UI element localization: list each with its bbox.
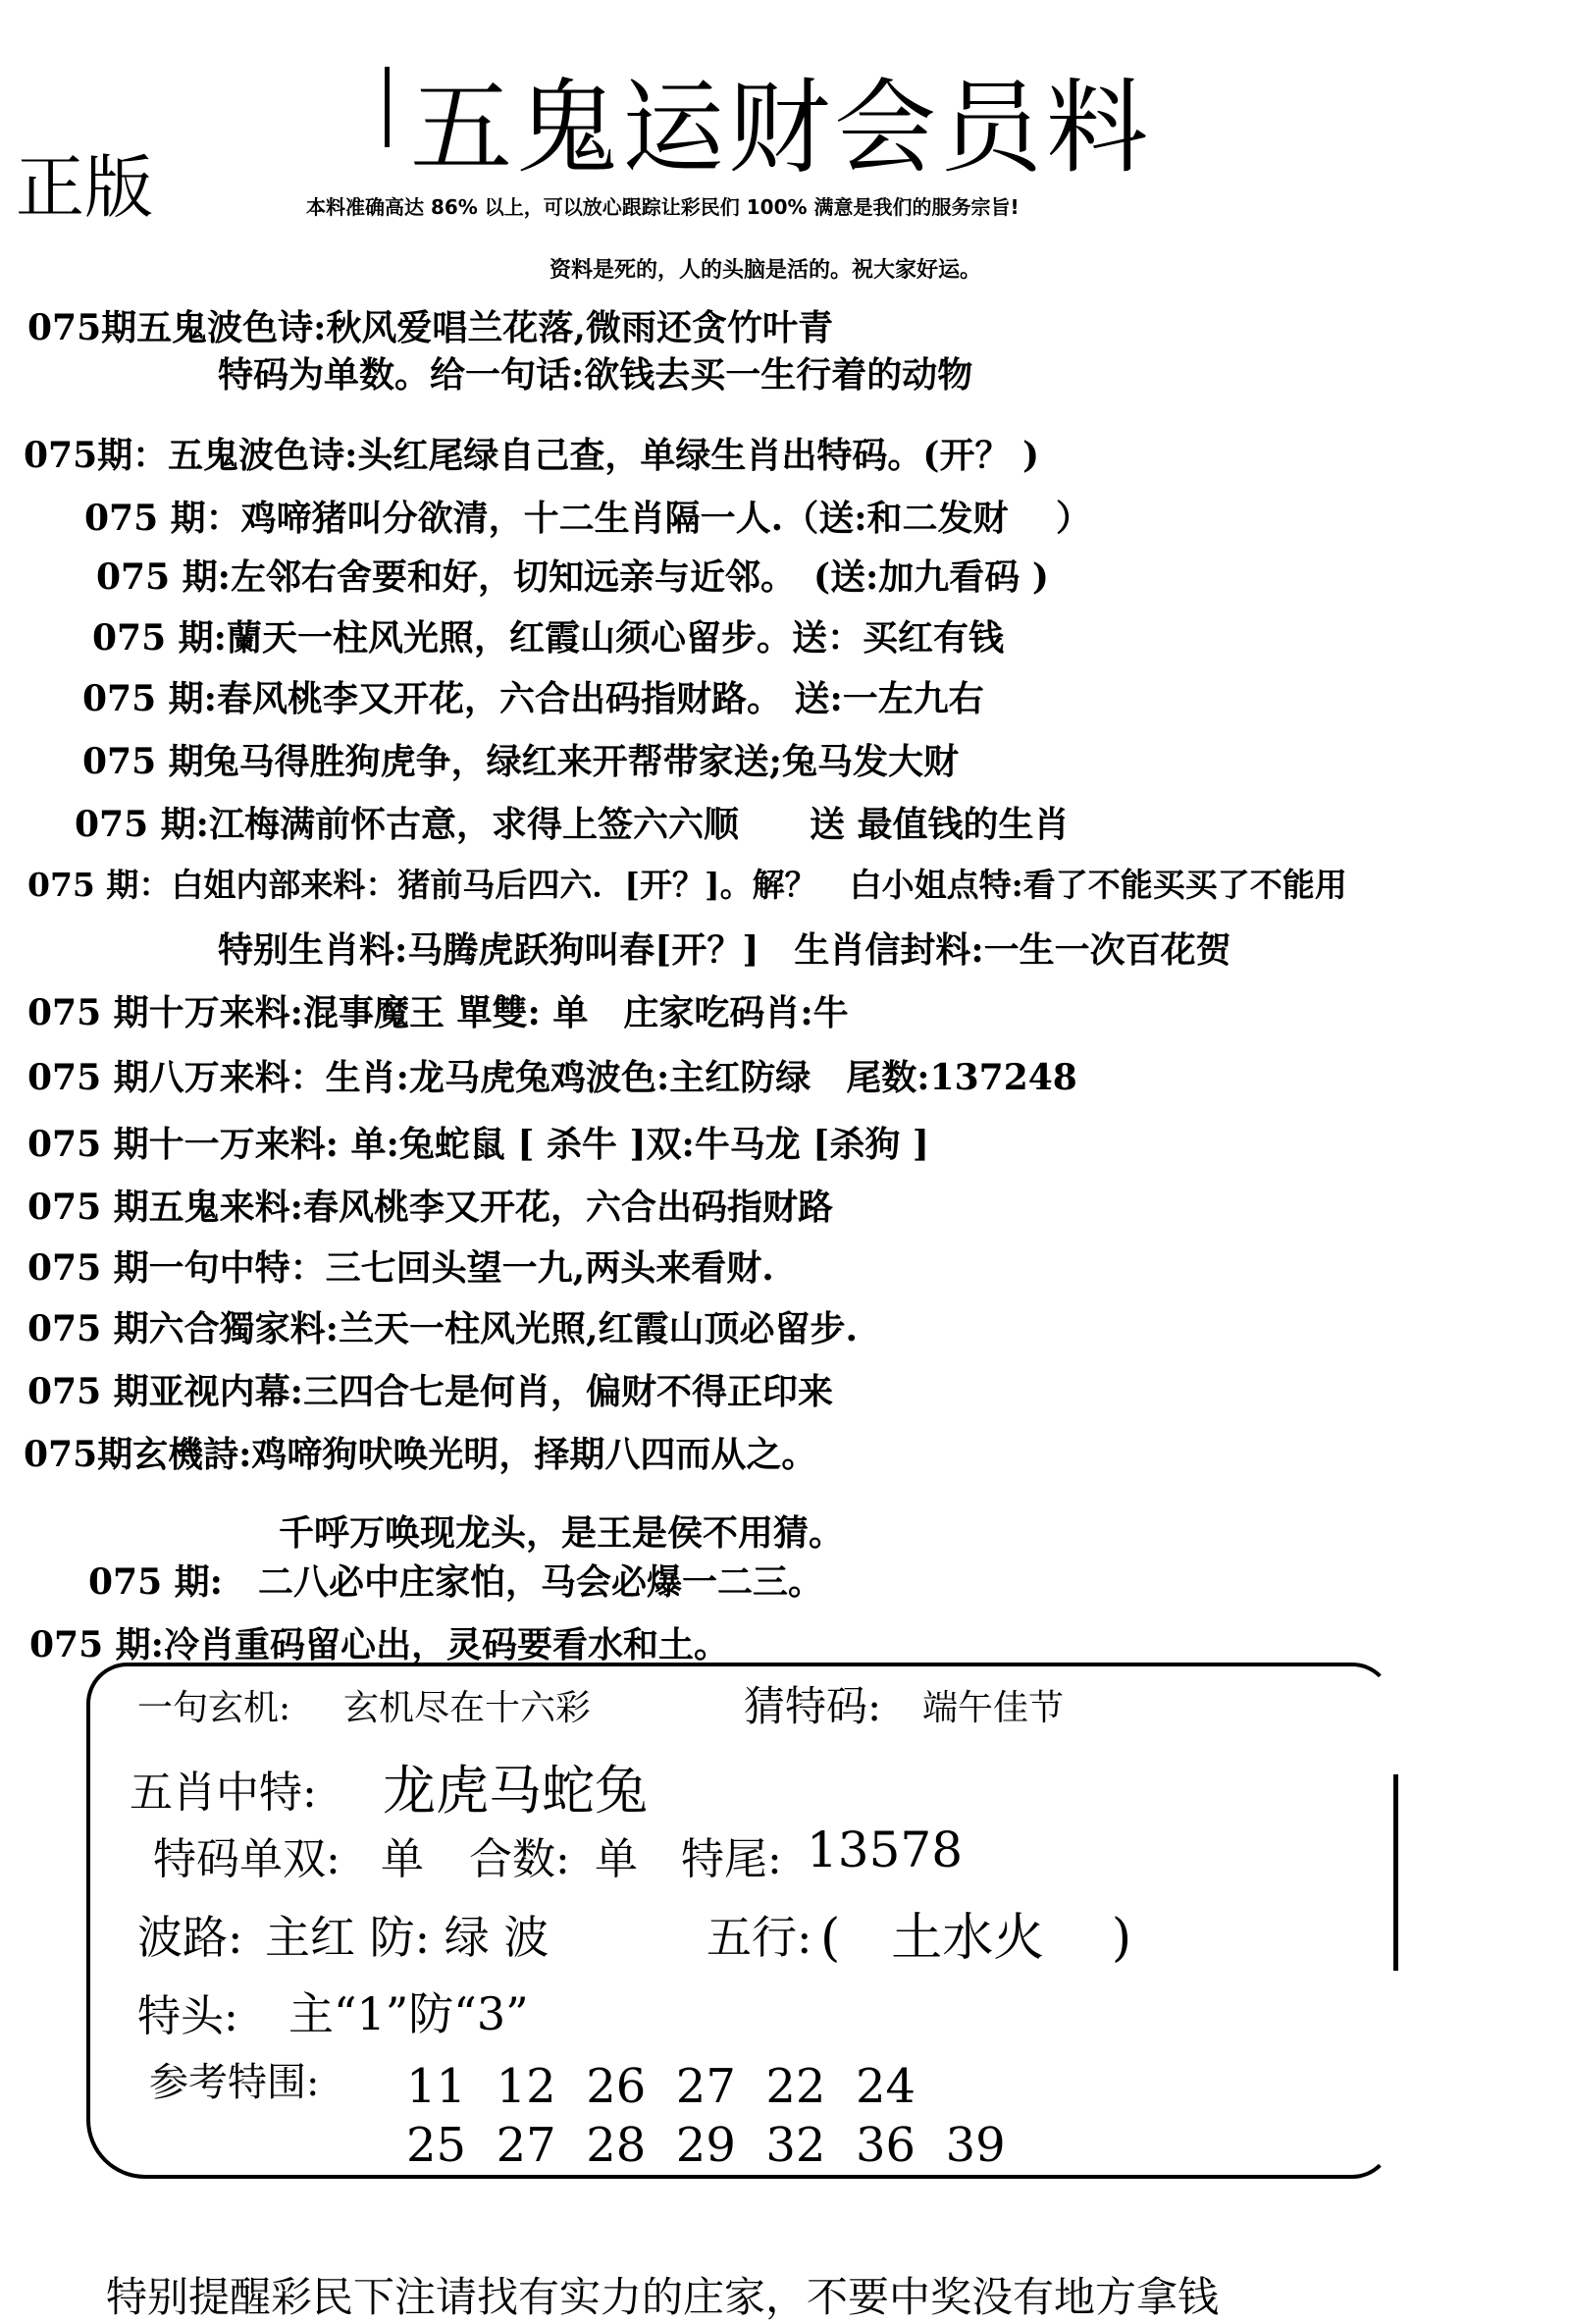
tail-label: 特尾:	[681, 1834, 782, 1884]
prediction-line: 075 期十万来料:混事魔王 單雙: 单 庄家吃码肖:牛	[27, 992, 849, 1033]
wave-label: 波路:	[137, 1911, 243, 1964]
title-decoration-bar	[385, 67, 390, 147]
prediction-line: 075期玄機詩:鸡啼狗吠唤光明，择期八四而从之。	[24, 1434, 817, 1475]
head-value: 主“1”防“3”	[288, 1987, 529, 2040]
authentic-stamp: 正版	[16, 147, 153, 228]
guess-label: 猜特码:	[744, 1682, 882, 1730]
prediction-line: 075期：五鬼波色诗:头红尾绿自己查，单绿生肖出特码。(开？ )	[24, 435, 1040, 476]
tail-value: 13578	[807, 1822, 964, 1878]
sum-label: 合数:	[469, 1834, 570, 1884]
element-value: ( 土水火 )	[820, 1909, 1132, 1968]
prediction-line: 075期五鬼波色诗:秋风爱唱兰花落,微雨还贪竹叶青	[27, 307, 833, 348]
reference-numbers-row: 11 12 26 27 22 24	[406, 2059, 916, 2114]
reference-numbers-label: 参考特围:	[149, 2060, 320, 2105]
prediction-line: 075 期:冷肖重码留心出，灵码要看水和土。	[29, 1624, 729, 1665]
prediction-line: 特码为单数。给一句话:欲钱去买一生行着的动物	[218, 354, 973, 396]
prediction-line: 千呼万唤现龙头，是王是侯不用猜。	[279, 1512, 845, 1554]
element-label: 五行:	[706, 1911, 812, 1964]
good-luck-tagline: 资料是死的，人的头脑是活的。祝大家好运。	[550, 258, 982, 283]
prediction-line: 075 期:左邻右舍要和好，切知远亲与近邻。 (送:加九看码 )	[96, 556, 1049, 598]
prediction-line: 075 期:蘭天一柱风光照，红霞山须心留步。送：买红有钱	[92, 617, 1004, 659]
wave-value: 主红 防: 绿 波	[265, 1911, 550, 1964]
prediction-line: 特别生肖料:马腾虎跃狗叫春[开？] 生肖信封料:一生一次百花贺	[218, 929, 1231, 971]
prediction-line: 075 期：鸡啼猪叫分欲清，十二生肖隔一人.（送:和二发财 ）	[84, 498, 1092, 539]
prediction-line: 075 期:春风桃李又开花，六合出码指财路。 送:一左九右	[82, 678, 984, 719]
guess-value: 端午佳节	[922, 1688, 1065, 1728]
reference-numbers-row: 25 27 28 29 32 36 39	[406, 2118, 1006, 2173]
accuracy-tagline: 本料准确高达 86% 以上，可以放心跟踪让彩民们 100% 满意是我们的服务宗旨!	[306, 195, 1020, 219]
head-label: 特头:	[137, 1991, 238, 2041]
odd-even-value: 单	[381, 1834, 424, 1884]
riddle-label: 一句玄机:	[137, 1688, 291, 1728]
prediction-line: 075 期兔马得胜狗虎争，绿红来开帮带家送;兔马发大财	[82, 741, 959, 782]
five-zodiac-value: 龙虎马蛇兔	[383, 1760, 648, 1822]
summary-box-right-edge	[1393, 1774, 1398, 1971]
prediction-line: 075 期五鬼来料:春风桃李又开花，六合出码指财路	[27, 1187, 833, 1228]
prediction-line: 075 期: 二八必中庄家怕，马会必爆一二三。	[88, 1561, 823, 1603]
prediction-line: 075 期一句中特：三七回头望一九,两头来看财.	[27, 1247, 774, 1289]
prediction-line: 075 期八万来料：生肖:龙马虎兔鸡波色:主红防绿 尾数:137248	[27, 1057, 1077, 1098]
footer-notice: 特别提醒彩民下注请找有实力的庄家，不要中奖没有地方拿钱	[106, 2273, 1220, 2321]
prediction-line: 075 期:江梅满前怀古意，求得上签六六顺 送 最值钱的生肖	[75, 804, 1070, 845]
page-title: 五鬼运财会员料	[410, 68, 1153, 187]
prediction-line: 075 期：白姐内部来料：猪前马后四六．[开？]。解？ 白小姐点特:看了不能买买了不能用	[27, 866, 1347, 904]
riddle-value: 玄机尽在十六彩	[343, 1688, 592, 1728]
prediction-line: 075 期六合獨家料:兰天一柱风光照,红霞山顶必留步.	[27, 1308, 859, 1349]
prediction-line: 075 期亚视内幕:三四合七是何肖，偏财不得正印来	[27, 1371, 833, 1412]
sum-value: 单	[595, 1834, 638, 1884]
prediction-line: 075 期十一万来料: 单:兔蛇鼠 [ 杀牛 ]双:牛马龙 [杀狗 ]	[27, 1124, 929, 1165]
odd-even-label: 特码单双:	[153, 1834, 340, 1884]
five-zodiac-label: 五肖中特:	[130, 1768, 317, 1818]
